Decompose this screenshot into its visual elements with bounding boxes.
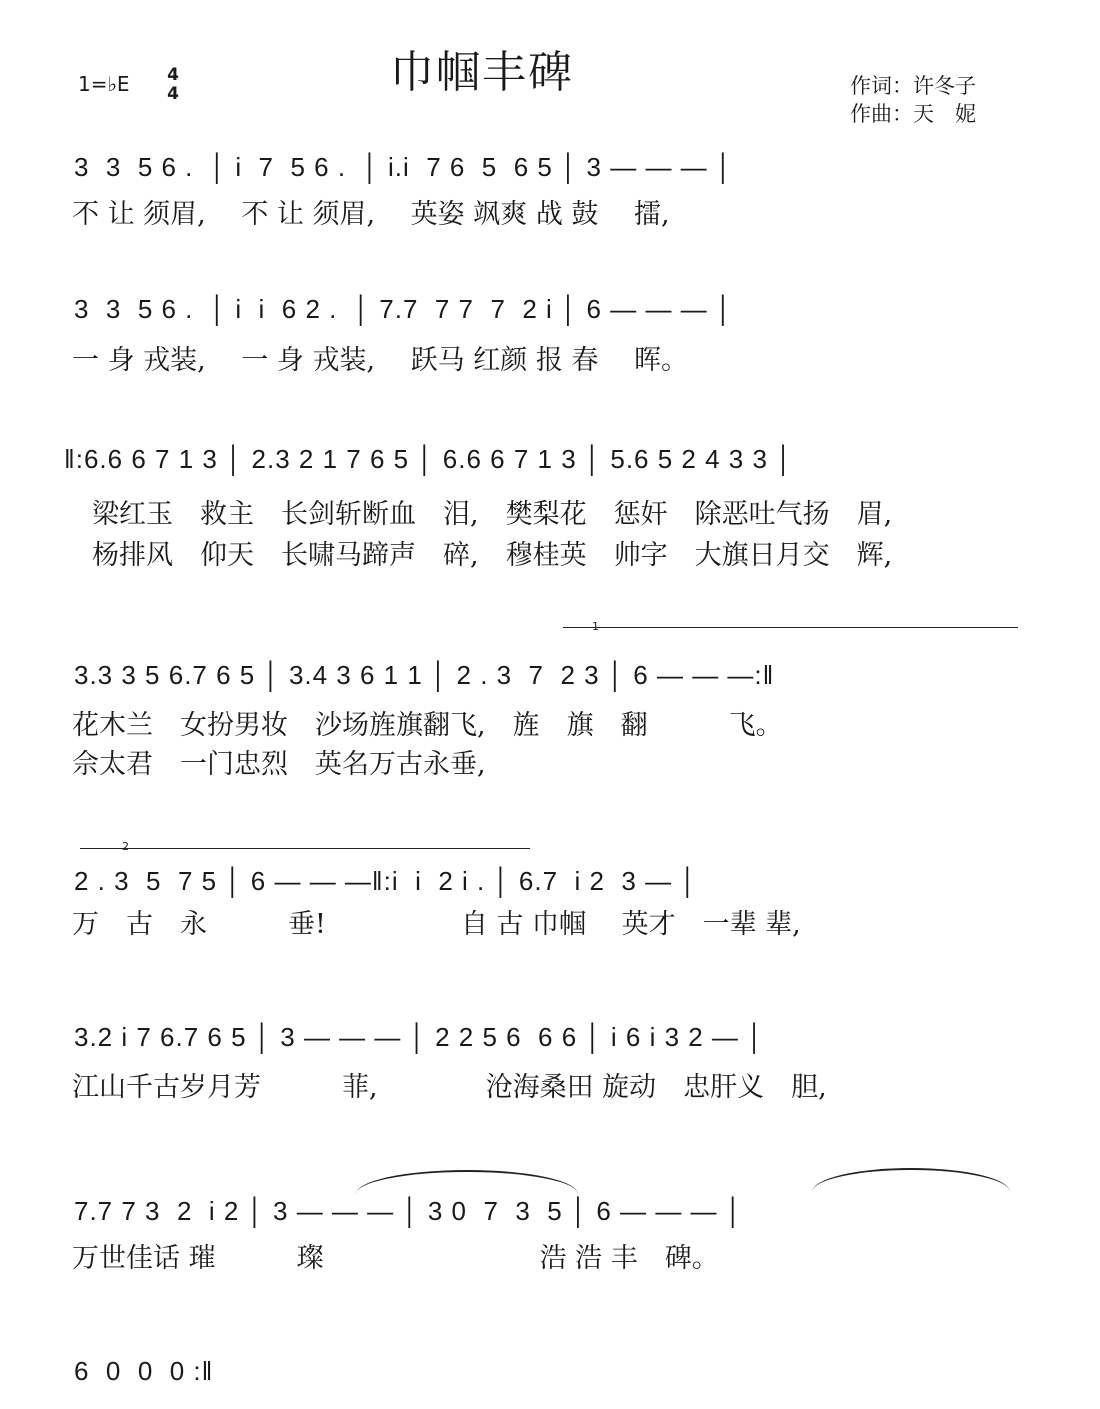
notation-line: ‖:6.6 6 7 1 3 │ 2.3 2 1 7 6 5 │ 6.6 6 7 1 3 │ 5.6 5 2 4 3 3 │: [64, 444, 794, 474]
time-signature-top: 4: [167, 65, 179, 85]
tie-arc: [812, 1168, 1010, 1192]
notation-line: 2 . 3 5 7 5 │ 6 — — —‖:i i 2 i . │ 6.7 i 2 3 — │: [74, 866, 698, 896]
notation-line: 3.2 i 7 6.7 6 5 │ 3 — — — │ 2 2 5 6 6 6 │ i 6 i 3 2 — │: [74, 1022, 765, 1052]
notation-line: 3.3 3 5 6.7 6 5 │ 3.4 3 6 1 1 │ 2 . 3 7 2 3 │ 6 — — —:‖: [74, 660, 775, 690]
lyric-line: 梁红玉 救主 长剑斩断血 泪, 樊梨花 惩奸 除恶吐气扬 眉,: [92, 499, 893, 530]
composer-credit: 作曲：天 妮: [850, 102, 976, 126]
lyric-line: 杨排风 仰天 长啸马蹄声 碎, 穆桂英 帅字 大旗日月交 辉,: [92, 540, 893, 571]
notation-line: 7.7 7 3 2 i 2 │ 3 — — — │ 3 0 7 3 5 │ 6 — — — │: [74, 1196, 744, 1226]
song-title: 巾帼丰碑: [390, 47, 574, 98]
lyric-line: 不 让 须眉, 不 让 须眉, 英姿 飒爽 战 鼓 擂,: [72, 199, 670, 230]
key-signature: 1=♭E: [78, 72, 130, 96]
lyric-line: 万世佳话 璀 璨 浩 浩 丰 碑。: [72, 1243, 719, 1274]
notation-line: 3 3 5 6 . │ i i 6 2 . │ 7.7 7 7 7 2 i │ 6 — — — │: [74, 294, 734, 324]
tie-arc: [356, 1170, 578, 1194]
notation-line: 3 3 5 6 . │ i 7 5 6 . │ i.i 7 6 5 6 5 │ 3 — — — │: [74, 152, 734, 182]
time-signature: [163, 66, 183, 104]
lyric-line: 佘太君 一门忠烈 英名万古永垂,: [72, 749, 486, 780]
lyricist-credit: 作词：许冬子: [850, 74, 976, 98]
lyric-line: 一 身 戎装, 一 身 戎装, 跃马 红颜 报 春 晖。: [72, 345, 688, 376]
lyric-line: 花木兰 女扮男妆 沙场旌旗翻飞, 旌 旗 翻 飞。: [72, 710, 783, 741]
notation-line: 6 0 0 0 :‖: [74, 1356, 214, 1386]
time-signature-bottom: 4: [167, 84, 179, 104]
lyric-line: 万 古 永 垂! 自 古 巾帼 英才 一辈 辈,: [72, 909, 801, 940]
lyric-line: 江山千古岁月芳 菲, 沧海桑田 旋动 忠肝义 胆,: [72, 1072, 827, 1103]
